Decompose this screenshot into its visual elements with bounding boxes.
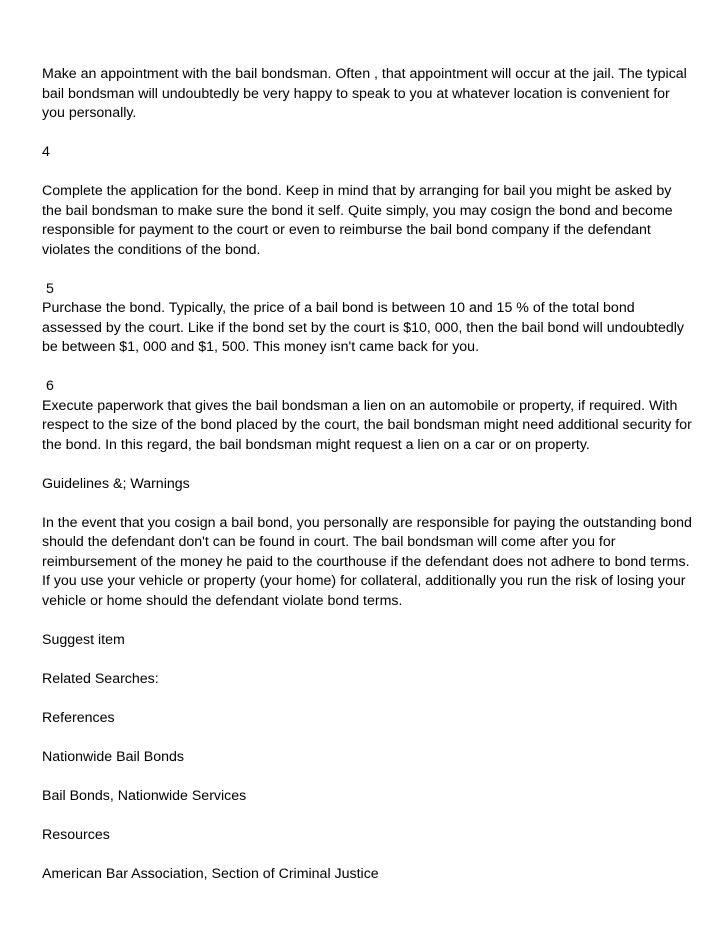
step-number-5: 5 bbox=[42, 280, 54, 297]
spacer bbox=[42, 728, 692, 748]
spacer bbox=[42, 650, 692, 670]
paragraph-application: Complete the application for the bond. Keep in mind that by arranging for bail you might be asked by the bail bondsman to make sure the bond it self. Quite simply, you may cosign the bond and become responsible for payment to the court or even to reimburse the bail bond company if the defendant violates the conditions of the bond. bbox=[42, 183, 677, 258]
paragraph-purchase: Purchase the bond. Typically, the price of a bail bond is between 10 and 15 % of the total bond assessed by the court. Like if the bond set by the court is $10, 000, then the bail bond will undoubtedly be between $1, 000 and $1, 500. This money isn't came back for you. bbox=[42, 300, 688, 355]
document-page bbox=[42, 65, 696, 884]
reference-bail-bonds-nationwide-services: Bail Bonds, Nationwide Services bbox=[42, 787, 247, 804]
reference-nationwide-bail-bonds: Nationwide Bail Bonds bbox=[42, 748, 184, 765]
spacer bbox=[42, 767, 692, 787]
spacer bbox=[42, 611, 692, 631]
heading-guidelines-warnings: Guidelines &; Warnings bbox=[42, 475, 190, 492]
references-heading: References bbox=[42, 709, 115, 726]
paragraph-paperwork: Execute paperwork that gives the bail bondsman a lien on an automobile or property, if required. With respect to the size of the bond placed by the court, the bail bondsman might need additional security for the bond. In this regard, the bail bondsman might request a lien on a car or on property. bbox=[42, 397, 696, 453]
paragraph-appointment: Make an appointment with the bail bondsman. Often , that appointment will occur at the jail. The typical bail bondsman will undoubtedly be very happy to speak to you at whatever location is convenient for you personally. bbox=[42, 66, 691, 121]
spacer bbox=[42, 124, 692, 144]
spacer bbox=[42, 163, 692, 183]
resources-heading: Resources bbox=[42, 826, 110, 843]
spacer bbox=[42, 260, 692, 280]
spacer bbox=[42, 455, 692, 475]
suggest-item-text: Suggest item bbox=[42, 631, 125, 648]
spacer bbox=[42, 358, 692, 378]
step-number-6: 6 bbox=[42, 378, 54, 394]
spacer bbox=[42, 845, 692, 865]
spacer bbox=[42, 806, 692, 826]
step-number-4: 4 bbox=[42, 144, 50, 160]
paragraph-cosign-warning: In the event that you cosign a bail bond, you personally are responsible for paying the outstanding bond should the defendant don't can be found in court. The bail bondsman will come after you for reimbursement of the money he paid to the courthouse if the defendant does not adhere to bond terms. If you use your vehicle or property (your home) for collateral, additionally you run the risk of losing your vehicle or home should the defendant violate bond terms. bbox=[42, 514, 696, 609]
spacer bbox=[42, 689, 692, 709]
spacer bbox=[42, 494, 692, 514]
resource-american-bar-association: American Bar Association, Section of Criminal Justice bbox=[42, 865, 379, 882]
related-searches-heading: Related Searches: bbox=[42, 670, 159, 687]
